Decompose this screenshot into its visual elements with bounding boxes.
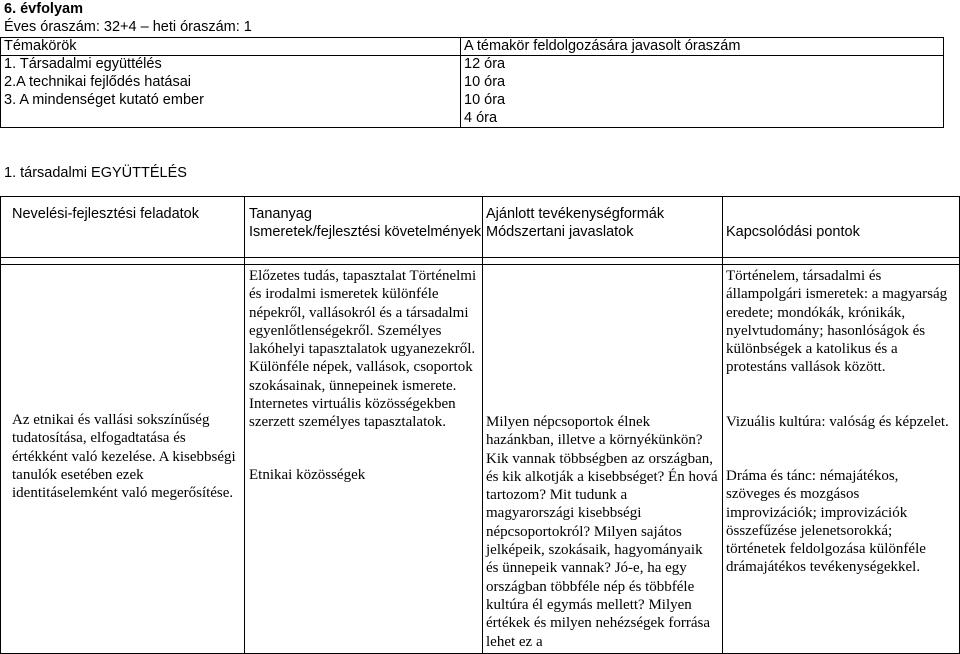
material-text: Előzetes tudás, tapasztalat Történelmi és irodalmi ismeretek különféle népekről, vallásokról és a társadalmi egyenlőtlenségekről. Személyes lakóhelyi tapasztalatok ugyanezekről. Különféle népek, vallások, csoportok szokásainak, ünnepeinek ismerete. Internetes virtuális közösségekben szerzett személyes tapasztalatok.	[249, 268, 477, 431]
hours-value: 12 óra	[464, 56, 506, 72]
header-tasks: Nevelési-fejlesztési feladatok	[12, 206, 199, 222]
hours-header: A témakör feldolgozására javasolt óraszám	[464, 38, 741, 54]
hours-value: 10 óra	[464, 74, 506, 90]
section-title: 1. társadalmi EGYÜTTÉLÉS	[4, 165, 187, 181]
hours-value: 10 óra	[464, 92, 506, 108]
topic-row: 2.A technikai fejlődés hatásai	[4, 74, 192, 90]
topics-header: Témakörök	[4, 38, 77, 54]
header-material: Tananyag	[249, 206, 312, 222]
topic-row: 1. Társadalmi együttélés	[4, 56, 162, 72]
grade-title: 6. évfolyam	[4, 1, 83, 17]
connections-history: Történelem, társadalmi és állampolgári ismeretek: a magyarság eredete; mondókák, krónikák, nyelvtudomány; hasonlóságok és különbségek a katolikus és a protestáns vallások között.	[726, 268, 948, 376]
topic-row: 3. A mindenséget kutató ember	[4, 92, 204, 108]
header-connections: Kapcsolódási pontok	[726, 224, 860, 240]
connections-drama: Dráma és tánc: némajátékos, szöveges és mozgásos improvizációk; improvizációk összefűzése jelenetsorokká; történetek feldolgozása különféle drámajátékos tevékenységekkel.	[726, 468, 926, 576]
header-methods: Módszertani javaslatok	[486, 224, 634, 240]
tasks-text: Az etnikai és vallási sokszínűség tudatosítása, elfogadtatása és értékként való kezelése. A kisebbségi tanulók esetében ezek identitáselemként való megerősítése.	[12, 412, 236, 502]
yearly-hours: Éves óraszám: 32+4 – heti óraszám: 1	[4, 19, 252, 35]
header-activities: Ajánlott tevékenységformák	[486, 206, 665, 222]
hours-value: 4 óra	[464, 110, 498, 126]
methods-text: Milyen népcsoportok élnek hazánkban, illetve a környékünkön? Kik vannak többségben az országban, és kik alkotják a kisebbséget? Én hová tartozom? Mit tudunk a magyarországi kisebbségi népcsoportokról? Milyen sajátos jelképeik, szokásaik, hagyományaik és ünnepeik vannak? Jó-e, ha egy országban többféle nép és többféle kultúra él egymás mellett? Milyen értékek és milyen nehézségek forrása lehet ez a	[486, 414, 718, 650]
connections-visual: Vizuális kultúra: valóság és képzelet.	[726, 414, 949, 430]
material-topic: Etnikai közösségek	[249, 467, 366, 483]
header-requirements: Ismeretek/fejlesztési követelmények	[249, 224, 482, 240]
